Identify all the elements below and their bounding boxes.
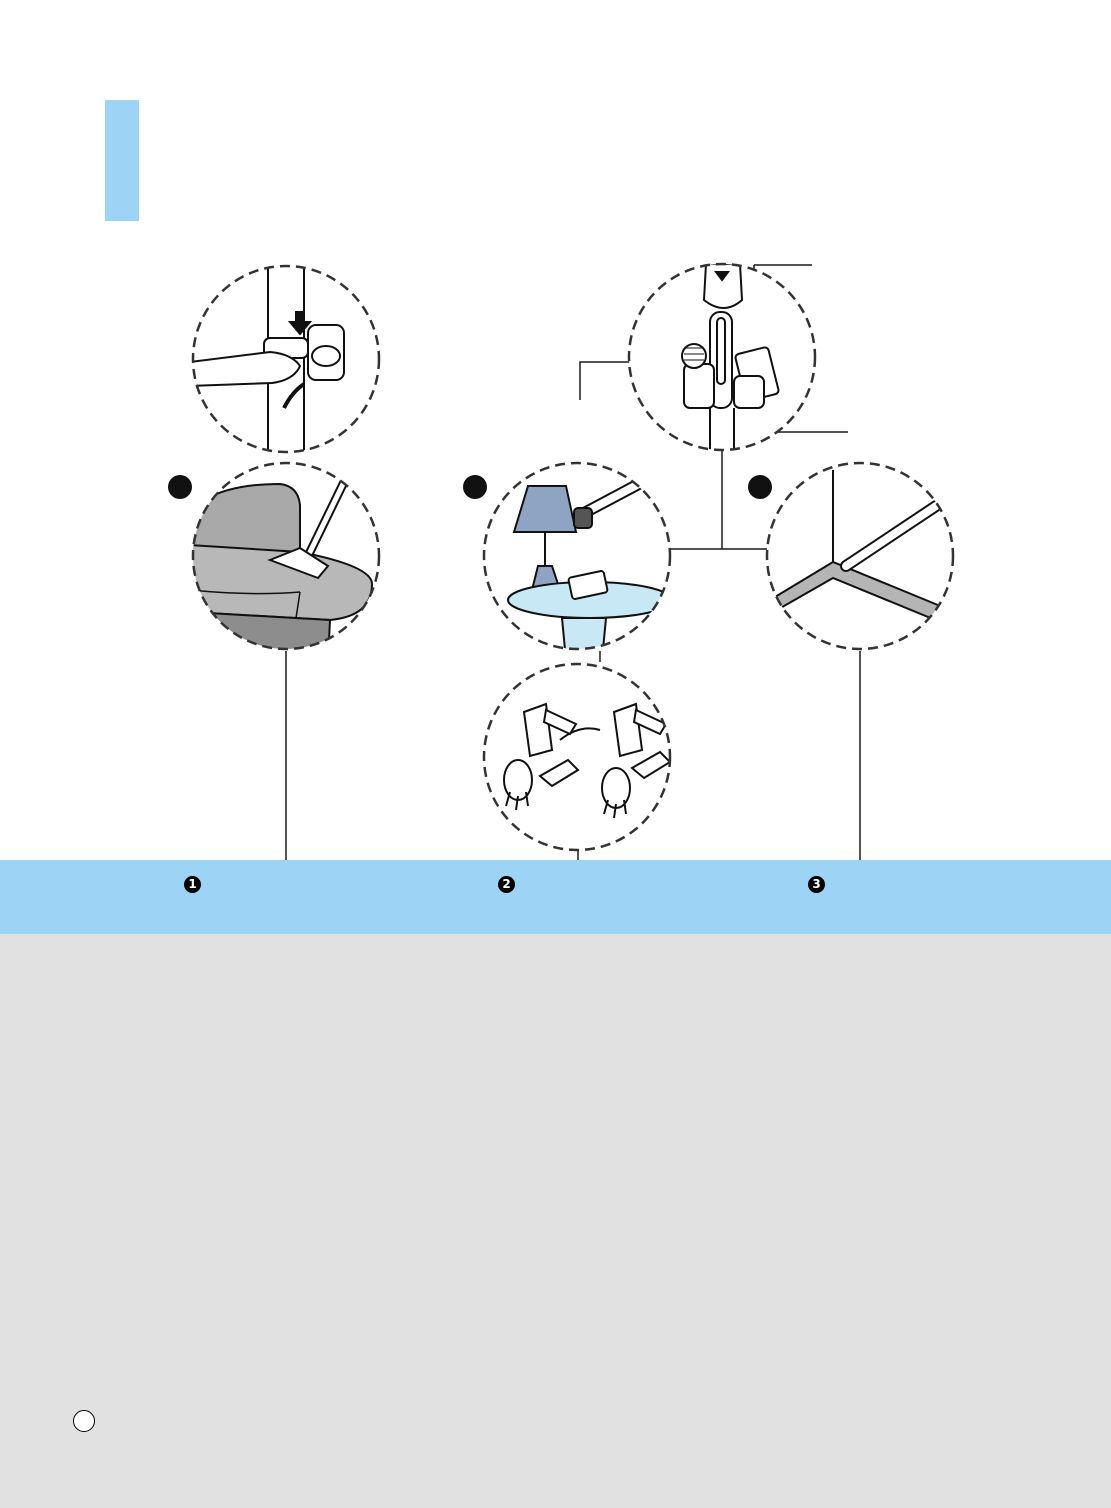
brush-washing-illustration xyxy=(484,664,670,850)
dusting-brush-illustration xyxy=(484,463,672,660)
step-dot-2 xyxy=(463,475,487,499)
step-marker-1: 1 xyxy=(184,876,201,893)
step-dot-1 xyxy=(168,475,192,499)
step-marker-2: 2 xyxy=(498,876,515,893)
content-area xyxy=(0,934,1111,1508)
page-number-circle xyxy=(73,1410,95,1432)
accessory-clip-attach-illustration xyxy=(190,260,379,460)
steps-band xyxy=(0,860,1111,934)
accessory-holder-illustration xyxy=(629,264,815,460)
upholstery-cleaning-illustration xyxy=(190,463,379,660)
crevice-tool-illustration xyxy=(767,463,953,649)
step-dot-3 xyxy=(748,475,772,499)
step-marker-3: 3 xyxy=(808,876,825,893)
